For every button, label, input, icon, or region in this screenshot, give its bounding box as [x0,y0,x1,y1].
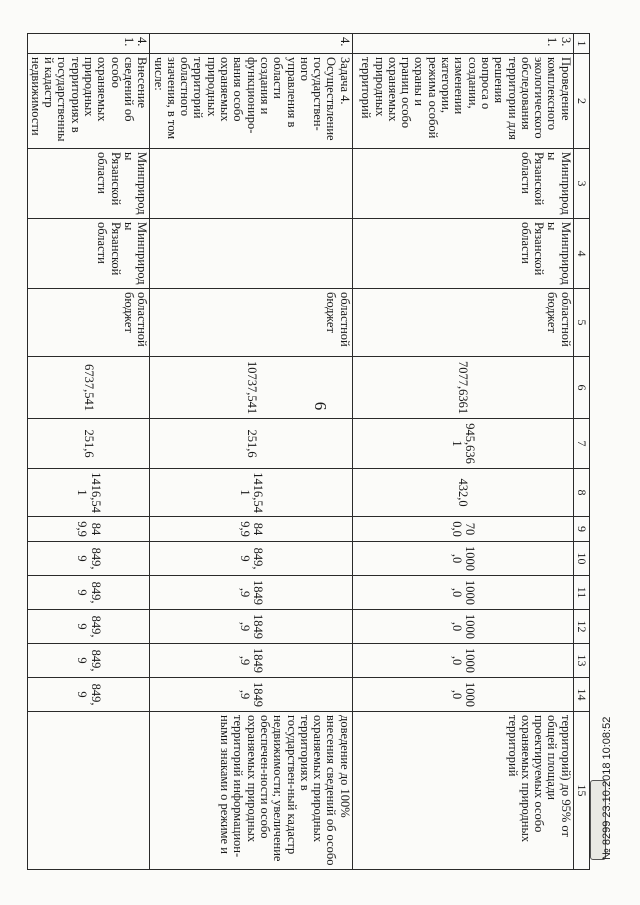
amount-year: 849,9 [27,576,150,610]
amount-year: 1000,0 [352,678,573,712]
amount-year: 1849,9 [150,678,352,712]
executor: Минприроды Рязанской области [27,149,150,219]
header-cell: 9 [573,517,589,542]
amount-year: 1000,0 [352,542,573,576]
amount-year: 849,9 [27,610,150,644]
amount-year: 1000,0 [352,610,573,644]
table-row [27,34,150,870]
registration-stamp-text: № 8299 23.10.2018 10:08:52 [601,716,613,860]
total-amount: 6737,541 [27,357,150,419]
total-amount: 7077,6361 [352,357,573,419]
header-cell: 15 [573,712,589,870]
amount-year: 849,9 [150,542,352,576]
amount-year: 1000,0 [352,576,573,610]
amount-year: 849,9 [27,678,150,712]
row-number: 4.1. [27,34,150,54]
header-cell: 13 [573,644,589,678]
header-row [573,34,589,870]
header-cell: 4 [573,219,589,289]
header-cell: 11 [573,576,589,610]
header-cell: 10 [573,542,589,576]
header-cell: 12 [573,610,589,644]
amount-year: 1849,9 [150,644,352,678]
activity-name: Проведение комплексного экологического обследования территории для решения вопроса о создании, изменении категории, режима особой охраны и границ особо охраняемых природных территорий [352,54,573,149]
header-cell: 7 [573,419,589,469]
total-amount: 10737,541 [150,357,352,419]
program-table [27,33,590,870]
row-number: 3.1. [352,34,573,54]
amount-year: 700,0 [352,517,573,542]
amount-year: 945,6361 [352,419,573,469]
amount-year: 1416,541 [150,469,352,517]
customer [150,219,352,289]
executor [150,149,352,219]
table-row [352,34,573,870]
funding-source: областной бюджет [27,289,150,357]
funding-source: областной бюджет [150,289,352,357]
expected-result: территорий) до 95% от общей площади проектируемых особо охраняемых природных территорий [352,712,573,870]
amount-year: 251,6 [150,419,352,469]
header-cell: 14 [573,678,589,712]
amount-year: 849,9 [150,517,352,542]
amount-year: 849,9 [27,517,150,542]
amount-year: 432,0 [352,469,573,517]
activity-name: Задача 4. Осуществление государствен-ного управления в области создания и функциониро-вания особо охраняемых природных территорий областного значения, в том числе: [150,54,352,149]
executor: Минприроды Рязанской области [352,149,573,219]
amount-year: 251,6 [27,419,150,469]
amount-year: 849,9 [27,644,150,678]
amount-year: 849,9 [27,542,150,576]
header-cell: 1 [573,34,589,54]
expected-result [27,712,150,870]
customer: Минприроды Рязанской области [27,219,150,289]
customer: Минприроды Рязанской области [352,219,573,289]
header-cell: 3 [573,149,589,219]
amount-year: 1000,0 [352,644,573,678]
funding-source: областной бюджет [352,289,573,357]
table-row [150,34,352,870]
amount-year: 1849,9 [150,610,352,644]
amount-year: 1849,9 [150,576,352,610]
header-cell: 8 [573,469,589,517]
header-cell: 6 [573,357,589,419]
amount-year: 1416,541 [27,469,150,517]
header-cell: 2 [573,54,589,149]
activity-name: Внесение сведений об особо охраняемых природных территориях в государственный кадастр недвижимости [27,54,150,149]
expected-result: доведение до 100% внесения сведений об особо охраняемых природных территориях в государствен-ный кадастр недвижимости; увеличение обеспечен-ности особо охраняемых природных территорий информацион-ными знаками о режиме и [150,712,352,870]
program-table-rotated [28,33,590,869]
row-number: 4. [150,34,352,54]
page-number: 6 [311,401,330,411]
header-cell: 5 [573,289,589,357]
